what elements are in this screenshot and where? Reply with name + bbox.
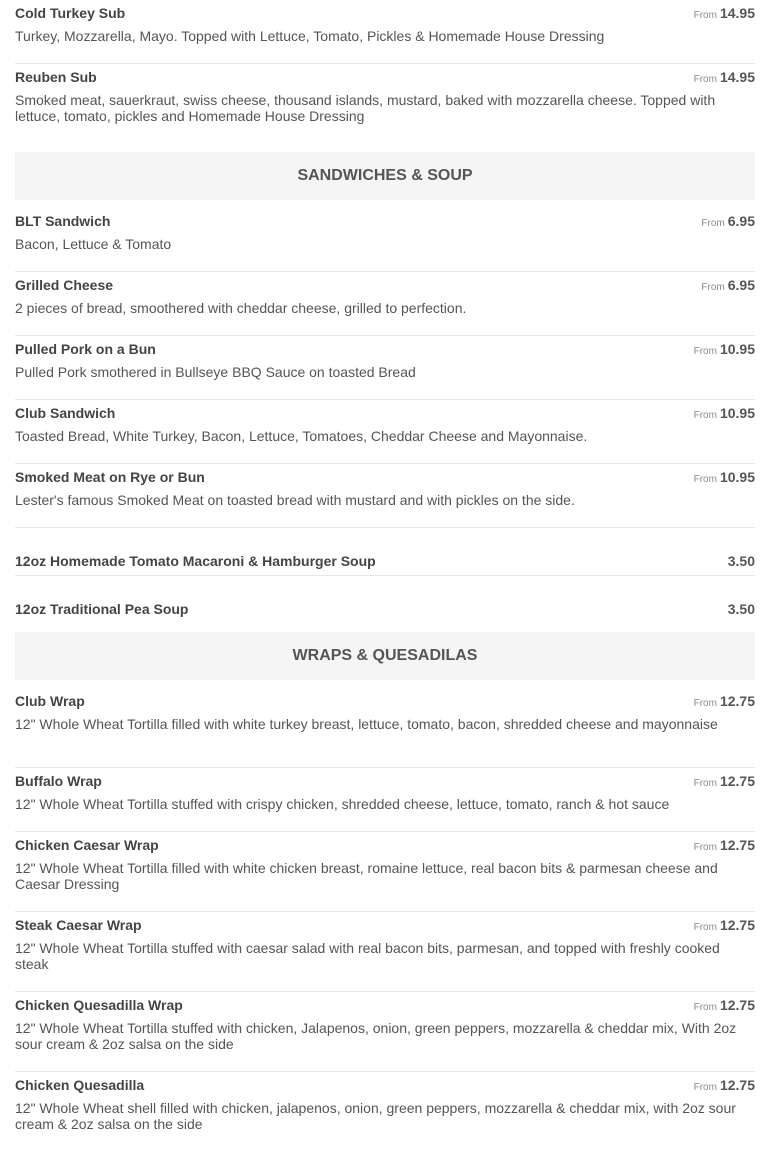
item-description: Lester's famous Smoked Meat on toasted bread with mustard and with pickles on the side. [15, 492, 575, 508]
item-name: Chicken Quesadilla [15, 1077, 145, 1093]
item-description: Pulled Pork smothered in Bullseye BBQ Sauce on toasted Bread [15, 364, 416, 380]
price-value: 12.75 [719, 1077, 755, 1093]
item-description: Smoked meat, sauerkraut, swiss cheese, thousand islands, mustard, baked with mozzarella cheese. Topped with lettuce, tomato, pickles and Homemade House Dressing [15, 92, 716, 124]
menu-item-blt-sandwich[interactable] [15, 208, 755, 272]
price-prefix: From [693, 410, 717, 421]
price-prefix: From [693, 698, 717, 709]
price-value: 6.95 [727, 277, 755, 293]
menu-item-chicken-quesadilla-wrap[interactable] [15, 992, 755, 1072]
price-prefix: From [693, 346, 717, 357]
menu-item-chicken-quesadilla[interactable] [15, 1072, 755, 1152]
item-price [694, 917, 755, 936]
item-description: 12" Whole Wheat Tortilla stuffed with chicken, Jalapenos, onion, green peppers, mozzarella & cheddar mix, With 2oz sour cream & 2oz salsa on the side [15, 1020, 737, 1052]
menu-item-pulled-pork-on-a-bun[interactable] [15, 336, 755, 400]
item-description: 12" Whole Wheat Tortilla stuffed with crispy chicken, shredded cheese, lettuce, tomato, ranch & hot sauce [15, 796, 670, 812]
item-price [694, 69, 755, 88]
item-name: 12oz Traditional Pea Soup [15, 601, 189, 617]
item-name: Reuben Sub [15, 69, 97, 85]
price-value: 3.50 [727, 553, 755, 569]
item-name: Cold Turkey Sub [15, 5, 126, 21]
item-description: Turkey, Mozzarella, Mayo. Topped with Lettuce, Tomato, Pickles & Homemade House Dressing [15, 28, 605, 44]
section-header-wraps-quesadilas: WRAPS & QUESADILAS [15, 632, 755, 680]
item-description: 12" Whole Wheat Tortilla filled with white chicken breast, romaine lettuce, real bacon bits & parmesan cheese and Caesar Dressing [15, 860, 718, 892]
price-prefix: From [693, 474, 717, 485]
item-name: BLT Sandwich [15, 213, 111, 229]
item-price [694, 837, 755, 856]
item-name: Chicken Caesar Wrap [15, 837, 159, 853]
price-value: 14.95 [719, 5, 755, 21]
item-price [694, 693, 755, 712]
price-value: 6.95 [727, 213, 755, 229]
price-prefix: From [693, 922, 717, 933]
price-value: 3.50 [727, 601, 755, 617]
item-name: 12oz Homemade Tomato Macaroni & Hamburger Soup [15, 553, 376, 569]
menu-list [15, 0, 755, 1152]
item-name: Buffalo Wrap [15, 773, 102, 789]
item-name: Club Sandwich [15, 405, 116, 421]
price-prefix: From [693, 1082, 717, 1093]
price-value: 12.75 [719, 837, 755, 853]
price-value: 10.95 [719, 341, 755, 357]
menu-item-reuben-sub[interactable] [15, 64, 755, 144]
item-description: Toasted Bread, White Turkey, Bacon, Lettuce, Tomatoes, Cheddar Cheese and Mayonnaise. [15, 428, 588, 444]
item-name: Steak Caesar Wrap [15, 917, 142, 933]
item-price [694, 341, 755, 360]
item-description: 2 pieces of bread, smoothered with cheddar cheese, grilled to perfection. [15, 300, 467, 316]
price-prefix: From [701, 282, 725, 293]
menu-item-12oz-homemade-tomato-macaroni-hamburger-soup[interactable] [15, 528, 755, 576]
price-prefix: From [693, 10, 717, 21]
item-name: Pulled Pork on a Bun [15, 341, 156, 357]
menu-item-cold-turkey-sub[interactable] [15, 0, 755, 64]
menu-item-club-wrap[interactable] [15, 688, 755, 768]
price-prefix: From [701, 218, 725, 229]
price-value: 12.75 [719, 773, 755, 789]
price-prefix: From [693, 1002, 717, 1013]
item-price [694, 773, 755, 792]
item-price [694, 1077, 755, 1096]
item-description: 12" Whole Wheat Tortilla filled with white turkey breast, lettuce, tomato, bacon, shredded cheese and mayonnaise [15, 716, 718, 732]
menu-item-12oz-traditional-pea-soup[interactable] [15, 576, 755, 624]
item-description: 12" Whole Wheat Tortilla stuffed with caesar salad with real bacon bits, parmesan, and topped with freshly cooked steak [15, 940, 720, 972]
price-prefix: From [693, 74, 717, 85]
item-name: Smoked Meat on Rye or Bun [15, 469, 205, 485]
item-price [728, 601, 755, 618]
price-prefix: From [693, 778, 717, 789]
item-price [694, 469, 755, 488]
menu-item-steak-caesar-wrap[interactable] [15, 912, 755, 992]
menu-item-smoked-meat-on-rye-or-bun[interactable] [15, 464, 755, 528]
item-price [701, 277, 755, 296]
menu-item-chicken-caesar-wrap[interactable] [15, 832, 755, 912]
item-name: Chicken Quesadilla Wrap [15, 997, 183, 1013]
item-description: Bacon, Lettuce & Tomato [15, 236, 172, 252]
menu-item-club-sandwich[interactable] [15, 400, 755, 464]
price-value: 10.95 [719, 469, 755, 485]
item-price [694, 5, 755, 24]
menu-item-buffalo-wrap[interactable] [15, 768, 755, 832]
item-description: 12" Whole Wheat shell filled with chicken, jalapenos, onion, green peppers, mozzarella & cheddar mix, with 2oz sour cream & 2oz salsa on the side [15, 1100, 736, 1132]
price-prefix: From [693, 842, 717, 853]
price-value: 12.75 [719, 693, 755, 709]
price-value: 14.95 [719, 69, 755, 85]
item-price [701, 213, 755, 232]
item-name: Grilled Cheese [15, 277, 114, 293]
item-price [694, 405, 755, 424]
item-price [694, 997, 755, 1016]
section-header-sandwiches-soup: SANDWICHES & SOUP [15, 152, 755, 200]
menu-item-grilled-cheese[interactable] [15, 272, 755, 336]
item-price [728, 553, 755, 570]
price-value: 12.75 [719, 917, 755, 933]
price-value: 12.75 [719, 997, 755, 1013]
item-name: Club Wrap [15, 693, 85, 709]
price-value: 10.95 [719, 405, 755, 421]
